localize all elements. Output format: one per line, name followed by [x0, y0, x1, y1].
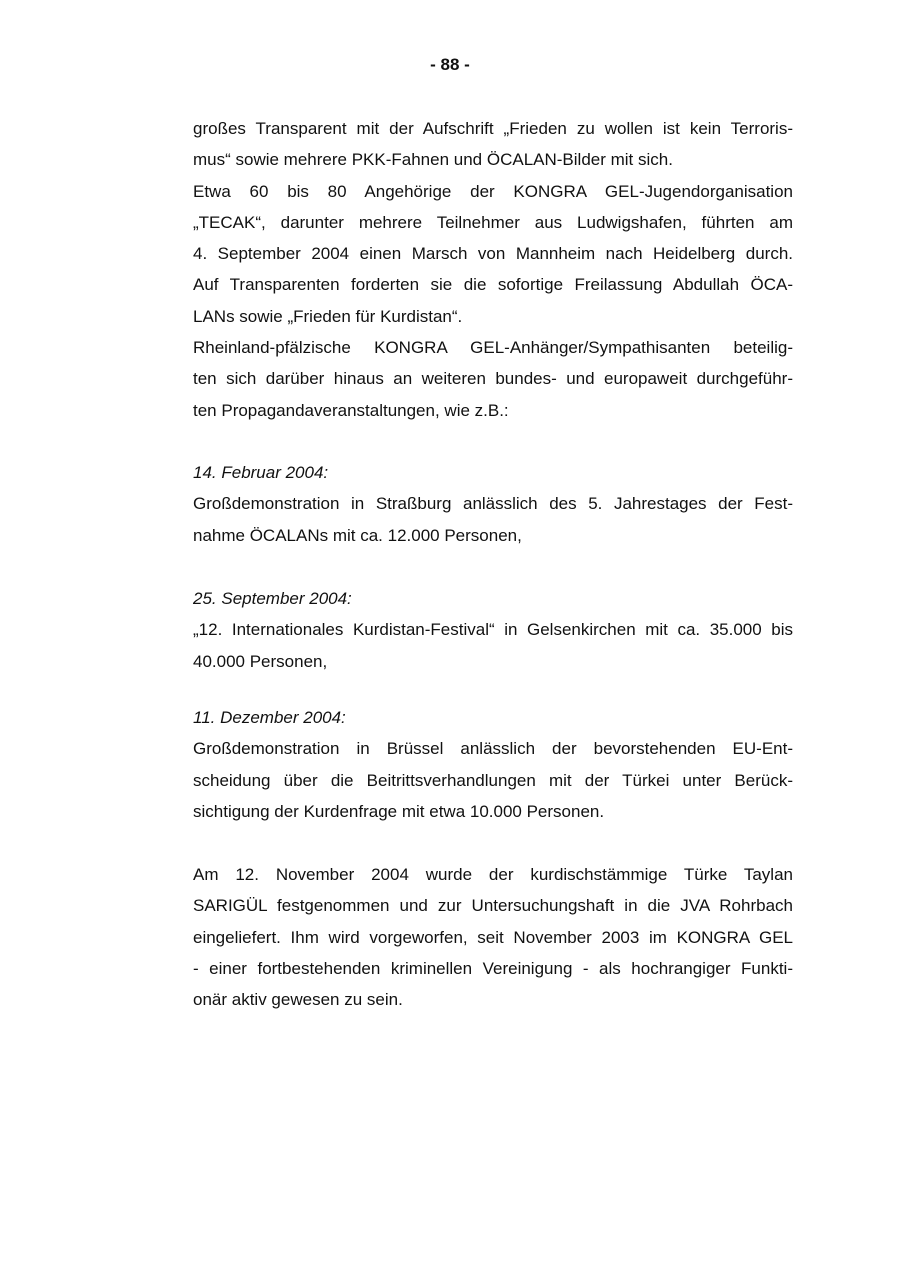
text-line: Etwa 60 bis 80 Angehörige der KONGRA GEL-Jugendorganisation — [193, 181, 793, 201]
text-line: eingeliefert. Ihm wird vorgeworfen, seit November 2003 im KONGRA GEL — [193, 927, 793, 947]
text-line: großes Transparent mit der Aufschrift „Frieden zu wollen ist kein Terroris- — [193, 119, 793, 138]
text-line: „12. Internationales Kurdistan-Festival“ in Gelsenkirchen mit ca. 35.000 bis — [193, 620, 793, 640]
text-line: sichtigung der Kurdenfrage mit etwa 10.000 Personen. — [193, 801, 605, 821]
page-number: - 88 - — [430, 55, 470, 74]
event-date: 25. September 2004: — [193, 589, 352, 608]
text-line: Am 12. November 2004 wurde der kurdischstämmige Türke Taylan — [193, 865, 793, 884]
text-line: nahme ÖCALANs mit ca. 12.000 Personen, — [193, 525, 522, 545]
event-entry — [193, 583, 793, 677]
event-entry — [193, 702, 793, 827]
text-line: onär aktiv gewesen zu sein. — [193, 990, 403, 1010]
event-date: 11. Dezember 2004: — [193, 708, 346, 727]
text-line: „TECAK“, darunter mehrere Teilnehmer aus Ludwigshafen, führten am — [193, 212, 793, 232]
event-date: 14. Februar 2004: — [193, 463, 329, 482]
closing-paragraph — [193, 859, 793, 1015]
text-line: 40.000 Personen, — [193, 651, 328, 671]
text-line: - einer fortbestehenden kriminellen Vereinigung - als hochrangiger Funkti- — [193, 958, 793, 978]
intro-paragraphs — [193, 113, 793, 426]
text-line: ten Propagandaveranstaltungen, wie z.B.: — [193, 400, 509, 420]
text-line: scheidung über die Beitrittsverhandlungen mit der Türkei unter Berück- — [193, 770, 793, 790]
text-line: Auf Transparenten forderten sie die sofortige Freilassung Abdullah ÖCA- — [193, 275, 793, 295]
text-line: Rheinland-pfälzische KONGRA GEL-Anhänger/Sympathisanten beteilig- — [193, 338, 793, 358]
text-line: LANs sowie „Frieden für Kurdistan“. — [193, 306, 463, 326]
text-line: Großdemonstration in Brüssel anlässlich der bevorstehenden EU-Ent- — [193, 739, 793, 759]
text-line: ten sich darüber hinaus an weiteren bundes- und europaweit durchgeführ- — [193, 369, 793, 389]
text-line: SARIGÜL festgenommen und zur Untersuchungshaft in die JVA Rohrbach — [193, 896, 793, 916]
text-line: 4. September 2004 einen Marsch von Mannheim nach Heidelberg durch. — [193, 244, 793, 264]
text-line: Großdemonstration in Straßburg anlässlich des 5. Jahrestages der Fest- — [193, 494, 793, 514]
text-line: mus“ sowie mehrere PKK-Fahnen und ÖCALAN-Bilder mit sich. — [193, 150, 673, 170]
event-entry — [193, 457, 793, 551]
